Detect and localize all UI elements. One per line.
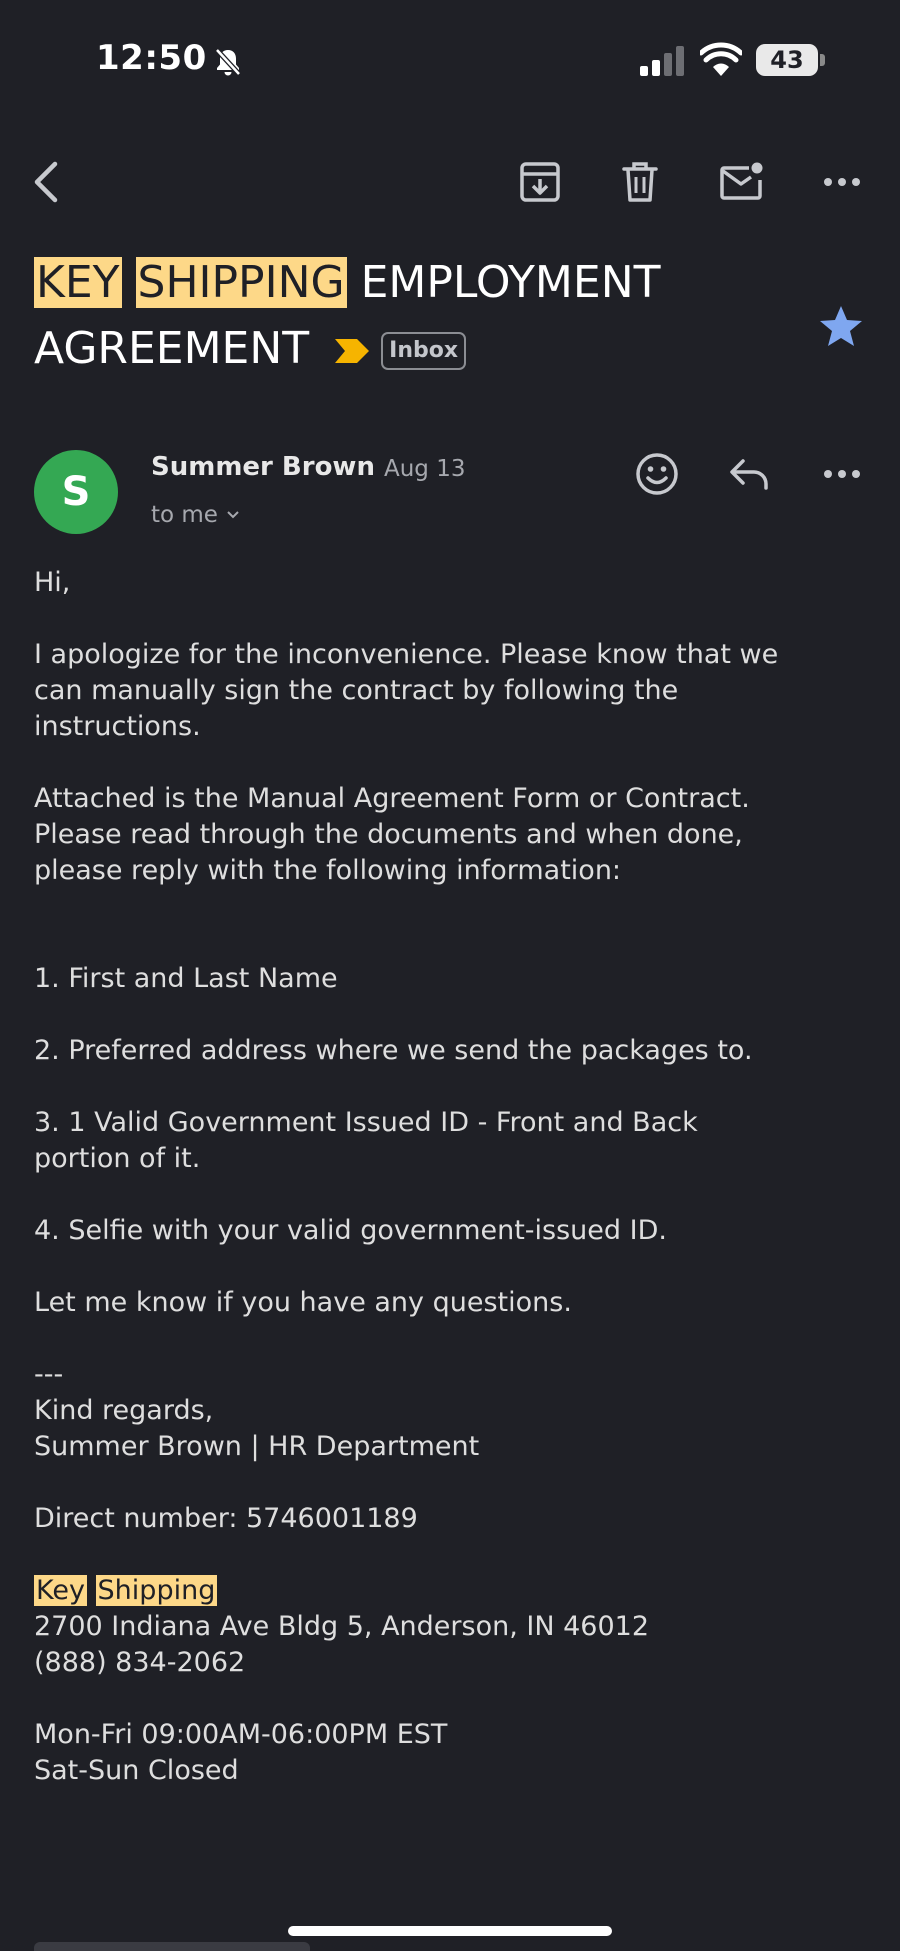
subject-highlight-key: KEY (36, 257, 120, 308)
mark-unread-button[interactable] (718, 150, 766, 214)
trash-icon (621, 160, 659, 204)
archive-button[interactable] (516, 150, 564, 214)
list-item: 2. Preferred address where we send the packages to. (34, 1035, 753, 1066)
body-para1-line1: I apologize for the inconvenience. Please know that we (34, 639, 779, 670)
avatar-letter: S (61, 469, 91, 515)
body-para1-line3: instructions. (34, 711, 201, 742)
signature-separator: --- (34, 1359, 64, 1390)
company-highlight-key: Key (36, 1575, 85, 1606)
list-item: 4. Selfie with your valid government-issued ID. (34, 1215, 667, 1246)
cellular-signal-icon (638, 46, 686, 76)
subject-text-line2: AGREEMENT (34, 323, 310, 374)
reply-icon (728, 457, 772, 491)
body-closing: Let me know if you have any questions. (34, 1287, 572, 1318)
sender-name[interactable]: Summer Brown (151, 452, 375, 482)
signature-phone[interactable]: (888) 834-2062 (34, 1647, 246, 1678)
signature-address[interactable]: 2700 Indiana Ave Bldg 5, Anderson, IN 46012 (34, 1611, 650, 1642)
reply-button[interactable] (724, 448, 776, 500)
recipient-text: to me (151, 502, 218, 528)
battery-cap (820, 54, 825, 66)
body-para2-line2: Please read through the documents and when done, (34, 819, 743, 850)
battery-level: 43 (770, 46, 804, 74)
back-button[interactable] (22, 150, 70, 214)
email-toolbar (0, 150, 900, 214)
message-date: Aug 13 (384, 456, 466, 482)
signature-name: Summer Brown | HR Department (34, 1431, 480, 1462)
subject-highlight-shipping: SHIPPING (137, 257, 345, 308)
battery-indicator (756, 44, 818, 76)
body-para1-line2: can manually sign the contract by following the (34, 675, 679, 706)
subject-text-line1: EMPLOYMENT (360, 257, 661, 308)
signature-direct-number[interactable]: Direct number: 5746001189 (34, 1503, 418, 1534)
important-marker-icon[interactable] (333, 337, 371, 365)
body-para2-line1: Attached is the Manual Agreement Form or Contract. (34, 783, 750, 814)
list-item-continued: portion of it. (34, 1143, 201, 1174)
chevron-left-icon (29, 158, 63, 206)
star-icon[interactable] (818, 304, 864, 348)
recipient-details-toggle[interactable] (151, 502, 240, 528)
list-item: 3. 1 Valid Government Issued ID - Front and Back (34, 1107, 698, 1138)
bell-slash-icon (212, 46, 244, 78)
chevron-down-icon (226, 510, 240, 520)
more-button[interactable] (818, 150, 866, 214)
list-item: 1. First and Last Name (34, 963, 338, 994)
mail-unread-icon (719, 160, 765, 204)
wifi-icon (700, 42, 742, 76)
signature-company (34, 1573, 874, 1609)
email-subject (34, 250, 814, 382)
status-time: 12:50 (96, 38, 207, 78)
signature-regards: Kind regards, (34, 1395, 214, 1426)
home-indicator[interactable] (288, 1926, 612, 1936)
body-greeting: Hi, (34, 567, 71, 598)
more-horizontal-icon (822, 468, 862, 480)
email-body (34, 565, 874, 1789)
hours-weekday: Mon-Fri 09:00AM-06:00PM EST (34, 1719, 448, 1750)
status-bar (0, 0, 900, 120)
sender-avatar[interactable] (34, 450, 118, 534)
hours-weekend: Sat-Sun Closed (34, 1755, 239, 1786)
delete-button[interactable] (616, 150, 664, 214)
reply-bar-edge (34, 1942, 310, 1951)
inbox-label-chip[interactable]: Inbox (381, 332, 466, 370)
body-para2-line3: please reply with the following information: (34, 855, 622, 886)
emoji-icon (635, 452, 679, 496)
archive-icon (519, 160, 561, 204)
company-highlight-shipping: Shipping (97, 1575, 216, 1606)
message-more-button[interactable] (816, 448, 868, 500)
more-horizontal-icon (822, 176, 862, 188)
add-reaction-button[interactable] (631, 448, 683, 500)
